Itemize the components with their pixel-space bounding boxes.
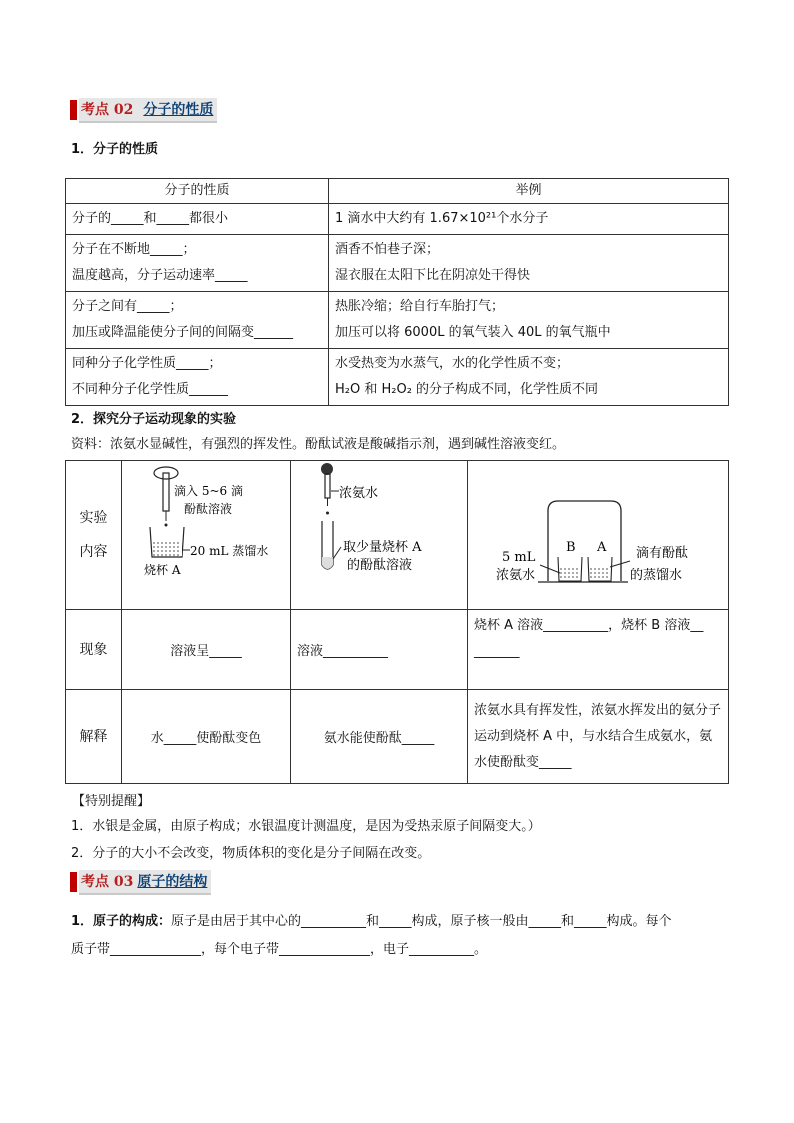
label-line: 实验 <box>79 510 108 526</box>
ml-label: 5 mL <box>502 550 536 565</box>
cell-line: H₂O 和 H₂O₂ 的分子构成不同，化学性质不同 <box>335 382 599 397</box>
cell-line: 热胀冷缩；给自行车胎打气； <box>335 299 505 314</box>
beaker-a-label: 烧杯 A <box>144 563 181 577</box>
phenomenon-cell-2: 溶液__________ <box>291 610 468 690</box>
info-text: 资料：浓氨水显碱性，有强烈的挥发性。酚酞试液是酸碱指示剂，遇到碱性溶液变红。 <box>71 437 566 452</box>
example-cell <box>329 349 729 406</box>
reminder-title: 【特别提醒】 <box>72 794 151 809</box>
atom-text-1: 原子是由居于其中心的__________和_____构成，原子核一般由_____和_____构成。每个 <box>171 914 672 929</box>
table-row <box>66 235 729 292</box>
drip-label-2: 的蒸馏水 <box>630 568 683 583</box>
beaker-b-label: B <box>566 540 576 555</box>
explanation-cell-1: 水_____使酚酞变色 <box>122 690 291 784</box>
table-row <box>66 690 729 784</box>
dropper-bulb-icon <box>321 463 333 475</box>
table-row <box>66 461 729 610</box>
subheading-molecule-properties: 1．分子的性质 <box>71 142 159 157</box>
cell-line: 酒香不怕巷子深； <box>335 242 440 257</box>
section-number: 考点 03 <box>81 873 134 890</box>
water-label: 20 mL 蒸馏水 <box>190 544 269 558</box>
cell-line: 分子在不断地_____； <box>72 242 196 257</box>
cell-line: 温度越高，分子运动速率_____ <box>72 268 248 283</box>
take-label-2: 的酚酞溶液 <box>347 558 413 573</box>
cell-line: 1 滴水中大约有 1.67×10²¹个水分子 <box>335 211 549 226</box>
beaker-dropper-figure <box>122 461 290 605</box>
section-title: 原子的结构 <box>137 873 208 890</box>
figure-cell-1 <box>122 461 291 610</box>
drop-label: 滴入 5~6 滴 <box>174 484 243 498</box>
ammonia-label: 浓氨水 <box>339 486 379 501</box>
label-line: 内容 <box>79 544 108 560</box>
header-property: 分子的性质 <box>66 179 329 204</box>
cell-line: 同种分子化学性质_____； <box>72 356 222 371</box>
row-label-phenomenon: 现象 <box>66 610 122 690</box>
explanation-cell-2: 氨水能使酚酞_____ <box>291 690 468 784</box>
atom-structure-line-1 <box>71 910 731 929</box>
reminder-item-2: 2．分子的大小不会改变，物质体积的变化是分子间隔在改变。 <box>71 846 431 861</box>
conc-ammonia-label: 浓氨水 <box>496 568 536 583</box>
section-title: 分子的性质 <box>143 101 214 118</box>
property-cell <box>66 349 329 406</box>
figure-cell-2 <box>291 461 468 610</box>
property-cell <box>66 292 329 349</box>
cell-line: _______ <box>474 644 520 659</box>
beaker-a-label-2: A <box>597 540 607 555</box>
section-heading-02 <box>70 99 217 121</box>
explanation-cell-3: 浓氨水具有挥发性，浓氨水挥发出的氨分子运动到烧杯 A 中，与水结合生成氨水，氨水使酚酞变_____ <box>468 690 729 784</box>
experiment-table <box>65 460 729 784</box>
example-cell <box>329 235 729 292</box>
property-cell <box>66 204 329 235</box>
take-label: 取少量烧杯 A <box>343 540 422 555</box>
table-row <box>66 349 729 406</box>
heading-box <box>79 870 211 895</box>
section-number: 考点 02 <box>81 101 134 118</box>
drip-label: 滴有酚酞 <box>636 546 689 561</box>
molecule-properties-table <box>65 178 729 406</box>
cell-line: 分子的_____和_____都很小 <box>72 211 229 226</box>
reminder-item-1: 1．水银是金属，由原子构成；水银温度计测温度，是因为受热汞原子间隔变大。） <box>71 819 541 834</box>
subheading-experiment: 2．探究分子运动现象的实验 <box>71 412 237 427</box>
bell-jar-figure <box>468 461 726 605</box>
phenomenon-cell-3 <box>468 610 729 690</box>
table-row <box>66 292 729 349</box>
figure-cell-3 <box>468 461 729 610</box>
test-tube-figure <box>291 461 467 605</box>
table-row <box>66 610 729 690</box>
cell-line: 不同种分子化学性质______ <box>72 382 229 397</box>
cell-line: 加压可以将 6000L 的氧气装入 40L 的氧气瓶中 <box>335 325 611 340</box>
cell-line: 烧杯 A 溶液__________，烧杯 B 溶液__ <box>474 618 704 633</box>
heading-marker <box>70 100 77 120</box>
header-example: 举例 <box>329 179 729 204</box>
row-label-content <box>66 461 122 610</box>
row-label-explanation: 解释 <box>66 690 122 784</box>
heading-marker <box>70 872 77 892</box>
cell-line: 水受热变为水蒸气，水的化学性质不变； <box>335 356 570 371</box>
atom-structure-line-2: 质子带______________，每个电子带______________，电子__________。 <box>71 942 488 957</box>
cell-line: 湿衣服在太阳下比在阴凉处干得快 <box>335 268 531 283</box>
cell-line: 加压或降温能使分子间的间隔变______ <box>72 325 294 340</box>
heading-box <box>79 98 217 123</box>
example-cell <box>329 292 729 349</box>
atom-lead: 1．原子的构成： <box>71 914 172 929</box>
property-cell <box>66 235 329 292</box>
section-heading-03 <box>70 871 211 893</box>
example-cell <box>329 204 729 235</box>
table-row <box>66 204 729 235</box>
table-header-row <box>66 179 729 204</box>
cell-line: 分子之间有_____； <box>72 299 183 314</box>
drop-label-2: 酚酞溶液 <box>184 502 233 516</box>
phenomenon-cell-1: 溶液呈_____ <box>122 610 291 690</box>
